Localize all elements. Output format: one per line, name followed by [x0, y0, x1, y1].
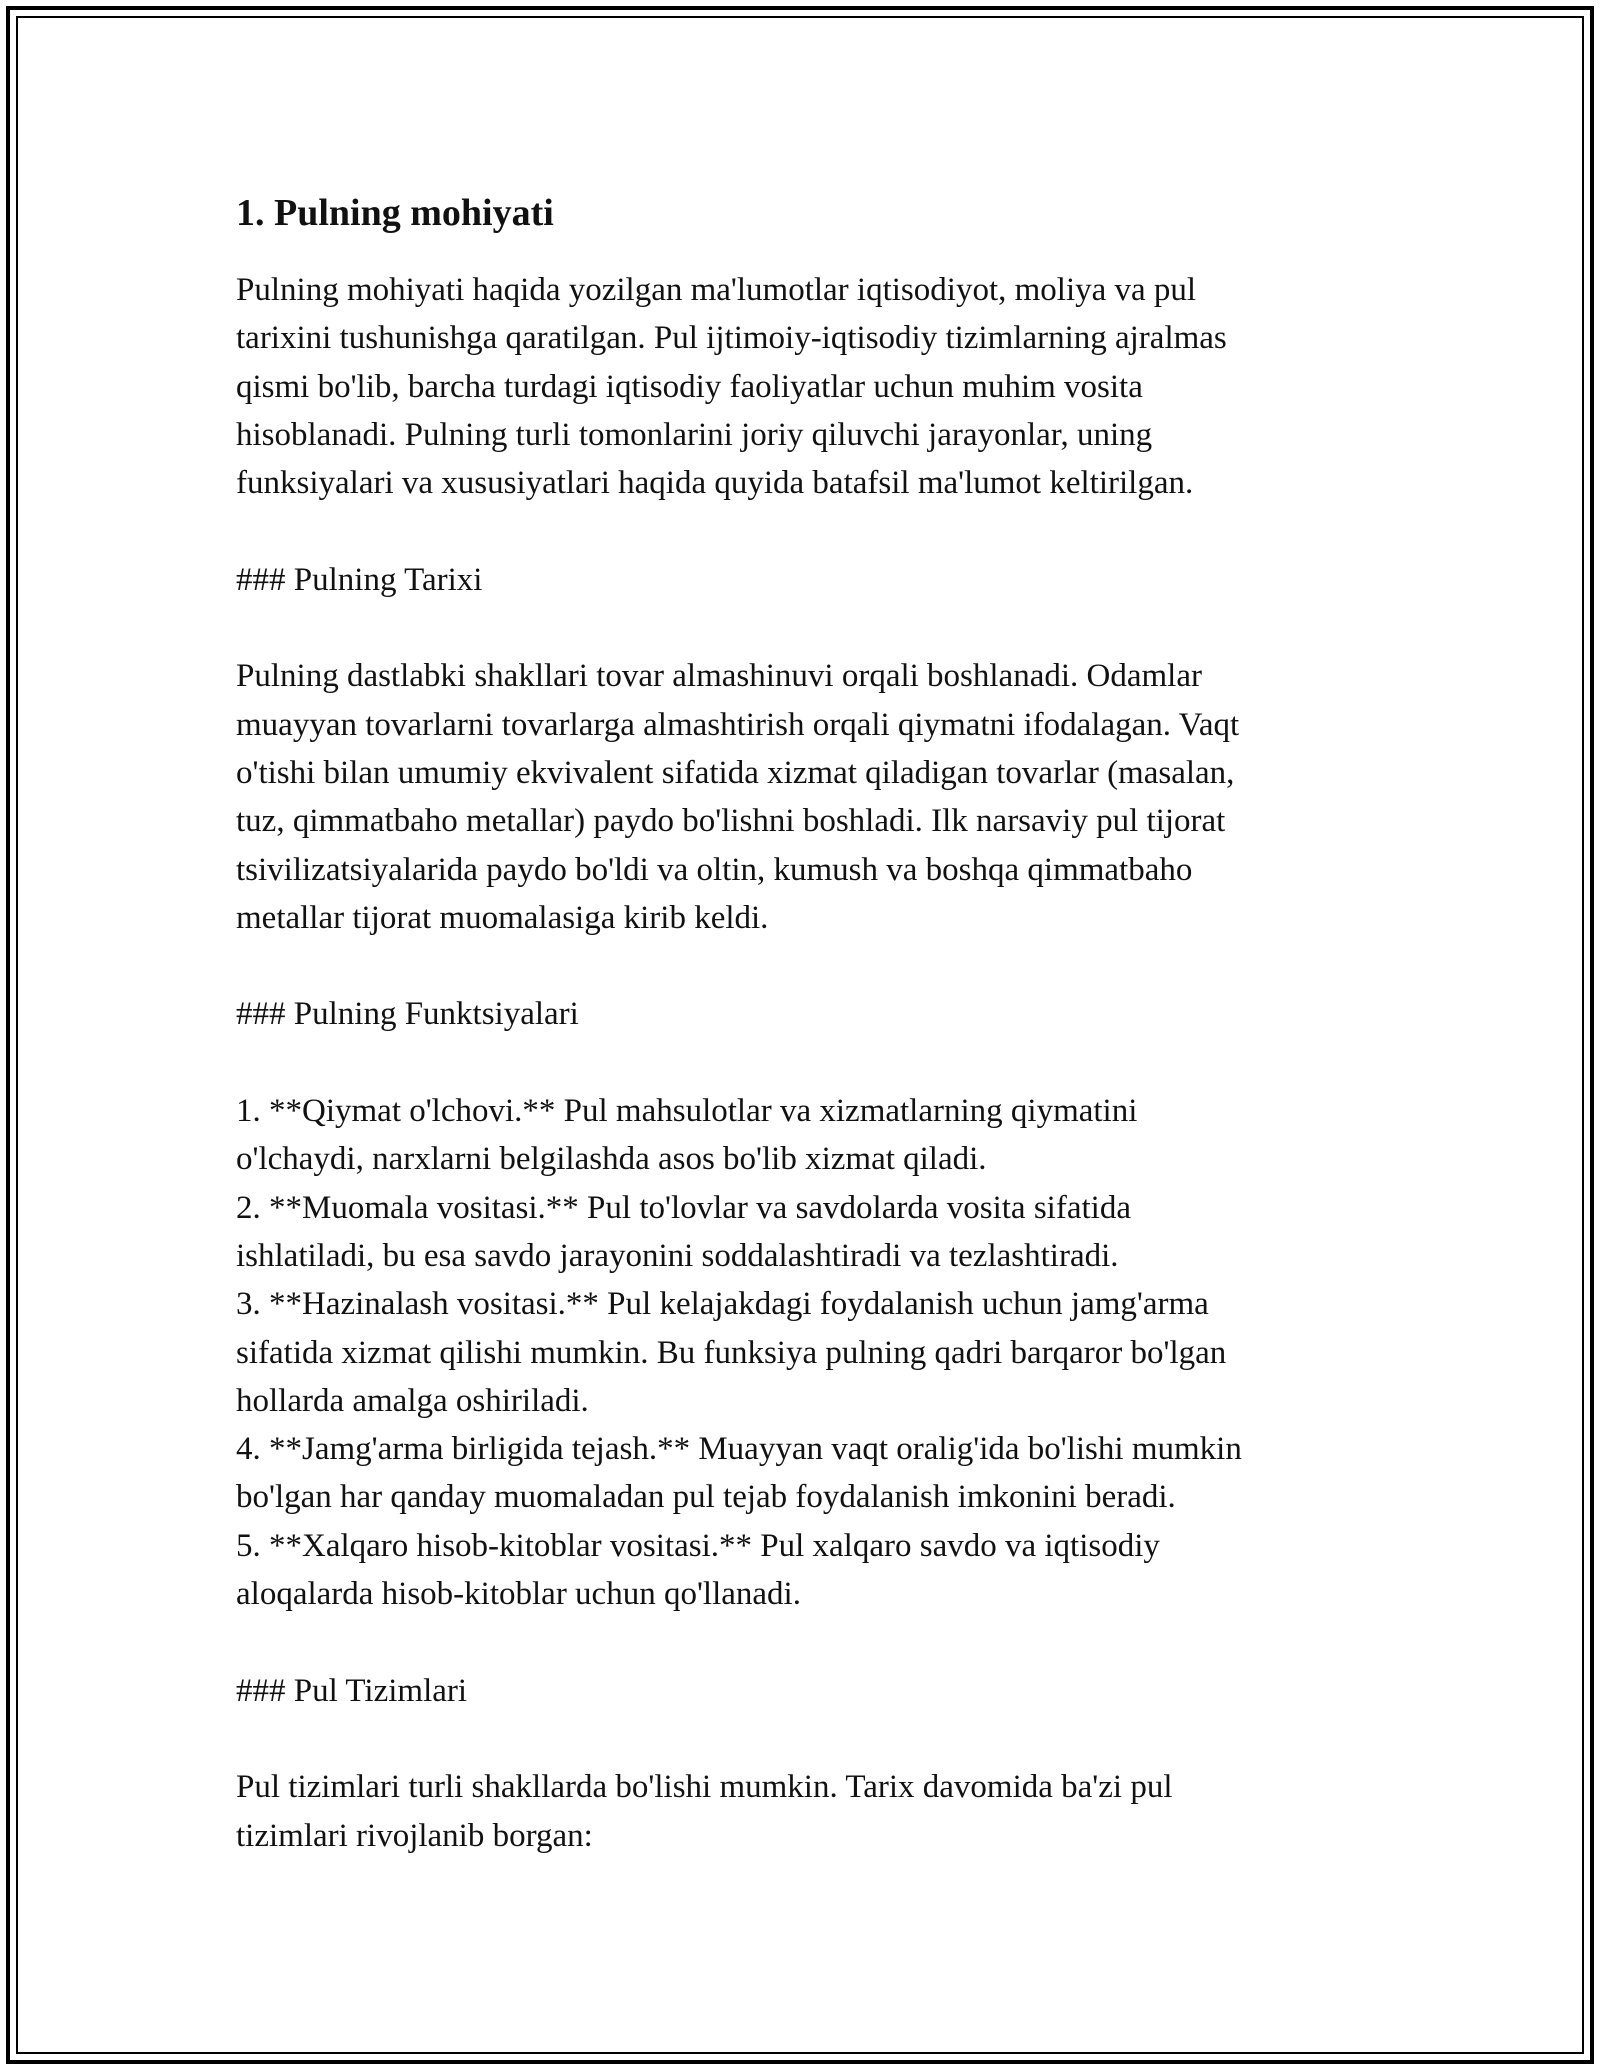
- document-title: 1. Pulning mohiyati: [236, 192, 554, 234]
- functions-line: 1. **Qiymat o'lchovi.** Pul mahsulotlar va xizmatlarning qiymatini: [236, 1093, 1138, 1130]
- spacer: [236, 604, 1376, 652]
- functions-line: hollarda amalga oshiriladi.: [236, 1382, 589, 1419]
- spacer: [236, 507, 1376, 555]
- intro-line: qismi bo'lib, barcha turdagi iqtisodiy faoliyatlar uchun muhim vosita: [236, 368, 1143, 405]
- intro-line: funksiyalari va xususiyatlari haqida quyida batafsil ma'lumot keltirilgan.: [236, 465, 1194, 502]
- document-body: [236, 186, 1376, 1860]
- spacer: [236, 1618, 1376, 1666]
- history-line: muayyan tovarlarni tovarlarga almashtirish orqali qiymatni ifodalagan. Vaqt: [236, 706, 1240, 743]
- history-line: metallar tijorat muomalasiga kirib keldi.: [236, 899, 769, 936]
- functions-line: 4. **Jamg'arma birligida tejash.** Muayyan vaqt oralig'ida bo'lishi mumkin: [236, 1431, 1242, 1468]
- functions-line: aloqalarda hisob-kitoblar uchun qo'llanadi.: [236, 1576, 801, 1613]
- intro-line: Pulning mohiyati haqida yozilgan ma'lumotlar iqtisodiyot, moliya va pul: [236, 272, 1197, 308]
- functions-list: [236, 1087, 1376, 1618]
- systems-line: Pul tizimlari turli shakllarda bo'lishi mumkin. Tarix davomida ba'zi pul: [236, 1769, 1173, 1806]
- spacer: [236, 1039, 1376, 1087]
- history-line: Pulning dastlabki shakllari tovar almashinuvi orqali boshlanadi. Odamlar: [236, 658, 1202, 695]
- spacer: [236, 942, 1376, 990]
- functions-line: sifatida xizmat qilishi mumkin. Bu funksiya pulning qadri barqaror bo'lgan: [236, 1334, 1227, 1371]
- history-line: o'tishi bilan umumiy ekvivalent sifatida xizmat qiladigan tovarlar (masalan,: [236, 754, 1235, 791]
- spacer: [236, 1715, 1376, 1763]
- intro-paragraph: [236, 266, 1376, 507]
- functions-line: 2. **Muomala vositasi.** Pul to'lovlar va savdolarda vosita sifatida: [236, 1189, 1131, 1226]
- history-line: tuz, qimmatbaho metallar) paydo bo'lishni boshladi. Ilk narsaviy pul tijorat: [236, 803, 1226, 840]
- functions-line: 5. **Xalqaro hisob-kitoblar vositasi.** Pul xalqaro savdo va iqtisodiy: [236, 1527, 1160, 1564]
- section-heading-history: ### Pulning Tarixi: [236, 561, 483, 598]
- functions-line: ishlatiladi, bu esa savdo jarayonini soddalashtiradi va tezlashtiradi.: [236, 1237, 1119, 1274]
- section-heading-systems: ### Pul Tizimlari: [236, 1672, 468, 1709]
- systems-line: tizimlari rivojlanib borgan:: [236, 1817, 593, 1854]
- functions-line: bo'lgan har qanday muomaladan pul tejab foydalanish imkonini beradi.: [236, 1479, 1176, 1516]
- history-paragraph: [236, 652, 1376, 942]
- history-line: tsivilizatsiyalarida paydo bo'ldi va oltin, kumush va boshqa qimmatbaho: [236, 851, 1193, 888]
- systems-paragraph: [236, 1763, 1376, 1860]
- functions-line: o'lchaydi, narxlarni belgilashda asos bo'lib xizmat qiladi.: [236, 1141, 987, 1178]
- intro-line: hisoblanadi. Pulning turli tomonlarini joriy qiluvchi jarayonlar, uning: [236, 416, 1153, 453]
- intro-line: tarixini tushunishga qaratilgan. Pul ijtimoiy-iqtisodiy tizimlarning ajralmas: [236, 320, 1227, 357]
- section-heading-functions: ### Pulning Funktsiyalari: [236, 996, 579, 1033]
- functions-line: 3. **Hazinalash vositasi.** Pul kelajakdagi foydalanish uchun jamg'arma: [236, 1286, 1209, 1323]
